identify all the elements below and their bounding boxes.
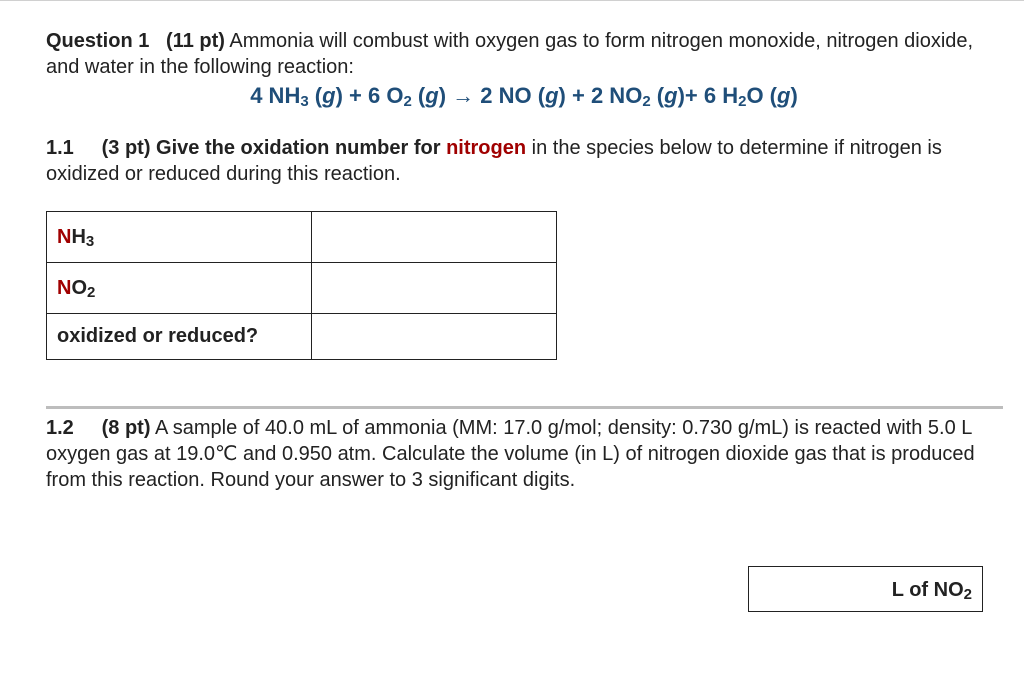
eq-state: g [664,83,678,108]
table-row [47,263,557,314]
eq-term-h2o: + 6 H [684,83,739,108]
eq-sub: 2 [642,93,651,110]
part-number: 1.2 [46,417,74,439]
top-divider [0,0,1024,1]
species-rest: O [71,276,88,299]
eq-sub: 3 [300,93,309,110]
unit-text: L of NO [891,579,964,601]
species-sub: 3 [85,232,95,250]
species-cell [47,212,312,263]
part-text: A sample of 40.0 mL of ammonia (MM: 17.0 g/mol; density: 0.730 g/mL) is reacted with 5.0 L oxygen gas at 19.0℃ and 0.950 atm. Calculate the volume (in L) of nitrogen dioxide gas that is produced from this reaction. Round your answer to 3 significant digits. [46,417,975,491]
nitrogen-symbol: N [57,225,72,248]
part-instruction: (3 pt) Give the oxidation number for [101,137,441,159]
table-row [47,212,557,263]
part-text: in the species below to determine if nitrogen is oxidized or reduced during this reaction. [46,137,942,185]
species-cell: oxidized or reduced? [47,314,312,360]
nitrogen-symbol: N [57,276,72,299]
part-1-1-prompt [46,135,986,187]
eq-arrow: → [452,83,475,108]
eq-sub: 2 [403,93,412,110]
section-divider [46,406,1003,409]
question-header [46,28,986,80]
species-cell [47,263,312,314]
eq-term-no2: + 2 NO [572,83,643,108]
question-title: Question 1 [46,30,150,52]
unit-sub: 2 [963,586,972,603]
reaction-equation: 4 $NH_3$ (g) + 6 $O_2$ (g) → 2 NO (g) + 2 $NO_2$ (g)+ 6 $H_2O$ (g) [250,83,798,110]
eq-state: g [777,83,791,108]
eq-term-no: 2 NO [480,83,532,108]
eq-state: g [545,83,559,108]
species-sub: 2 [87,283,96,301]
answer-box-no2-volume[interactable] [748,566,983,612]
part-points: (8 pt) [101,417,151,439]
oxidation-table [46,211,557,360]
table-row [47,314,557,360]
answer-cell-no2[interactable] [312,263,557,314]
answer-cell-nh3[interactable] [312,212,557,263]
eq-term-h2o-o: O [746,83,764,108]
eq-term-o2: + 6 O [349,83,404,108]
question-intro: Ammonia will combust with oxygen gas to form nitrogen monoxide, nitrogen dioxide, and water in the following reaction: [46,30,974,78]
answer-cell-oxidized-reduced[interactable] [312,314,557,360]
part-1-2-prompt [46,415,1006,493]
eq-sub: 2 [738,93,747,110]
keyword-nitrogen: nitrogen [446,137,527,159]
answer-unit-label [892,579,972,602]
eq-term-nh3: 4 NH [250,83,301,108]
eq-state: g [425,83,439,108]
eq-state: g [322,83,336,108]
species-rest: H [71,225,86,248]
question-points: (11 pt) [166,30,225,52]
part-number: 1.1 [46,137,74,159]
